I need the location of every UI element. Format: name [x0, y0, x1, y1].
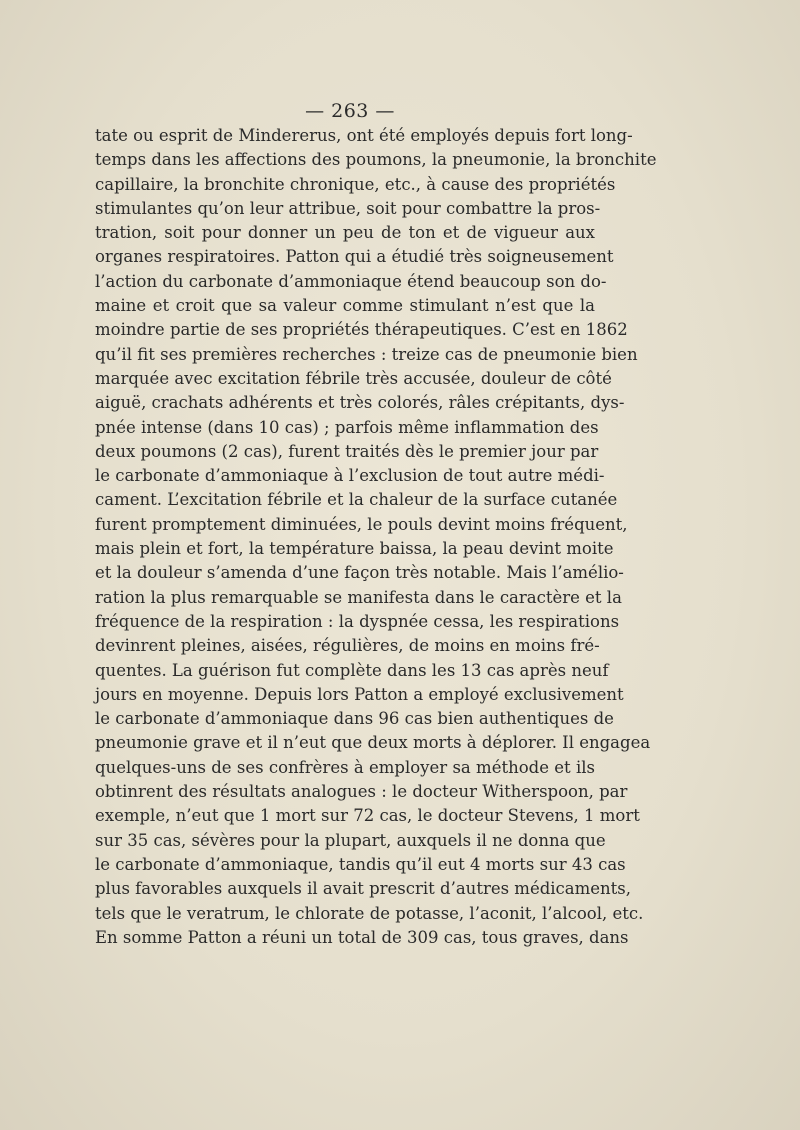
text-line: devinrent pleines, aisées, régulières, de moins en moins fré- — [95, 636, 600, 656]
body-text — [95, 124, 657, 950]
text-line: marquée avec excitation fébrile très accusée, douleur de côté — [95, 368, 612, 388]
text-line: le carbonate d’ammoniaque dans 96 cas bien authentiques de — [95, 709, 614, 729]
text-line: tration, soit pour donner un peu de ton et de vigueur aux — [95, 223, 595, 243]
text-line: ration la plus remarquable se manifesta dans le caractère et la — [95, 587, 622, 607]
text-line: maine et croit que sa valeur comme stimulant n’est que la — [95, 296, 595, 316]
text-line: capillaire, la bronchite chronique, etc., à cause des propriétés — [95, 174, 616, 194]
text-line: quentes. La guérison fut complète dans les 13 cas après neuf — [95, 660, 609, 680]
page-number: — 263 — — [305, 100, 395, 122]
text-line: aiguë, crachats adhérents et très colorés, râles crépitants, dys- — [95, 393, 625, 413]
text-line: tate ou esprit de Mindererus, ont été employés depuis fort long- — [95, 126, 633, 145]
text-line: jours en moyenne. Depuis lors Patton a employé exclusivement — [95, 684, 624, 704]
text-line: cament. L’excitation fébrile et la chaleur de la surface cutanée — [95, 490, 618, 510]
text-line: le carbonate d’ammoniaque, tandis qu’il eut 4 morts sur 43 cas — [95, 854, 626, 874]
text-line: et la douleur s’amenda d’une façon très notable. Mais l’amélio- — [95, 563, 624, 583]
text-line: furent promptement diminuées, le pouls devint moins fréquent, — [95, 514, 628, 534]
text-line: En somme Patton a réuni un total de 309 cas, tous graves, dans — [95, 927, 629, 947]
text-line: mais plein et fort, la température baissa, la peau devint moite — [95, 539, 614, 559]
text-line: tels que le veratrum, le chlorate de potasse, l’aconit, l’alcool, etc. — [95, 903, 644, 923]
text-line: moindre partie de ses propriétés thérapeutiques. C’est en 1862 — [95, 320, 628, 340]
text-line: sur 35 cas, sévères pour la plupart, auxquels il ne donna que — [95, 830, 606, 850]
text-line: deux poumons (2 cas), furent traités dès le premier jour par — [95, 441, 599, 461]
text-line: fréquence de la respiration : la dyspnée cessa, les respirations — [95, 611, 620, 631]
text-line: quelques-uns de ses confrères à employer sa méthode et ils — [95, 757, 595, 777]
text-line: pneumonie grave et il n’eut que deux morts à déplorer. Il engagea — [95, 733, 651, 753]
text-line: temps dans les affections des poumons, la pneumonie, la bronchite — [95, 150, 657, 170]
text-line: stimulantes qu’on leur attribue, soit pour combattre la pros- — [95, 198, 601, 218]
text-line: exemple, n’eut que 1 mort sur 72 cas, le docteur Stevens, 1 mort — [95, 806, 640, 826]
text-line: pnée intense (dans 10 cas) ; parfois même inflammation des — [95, 417, 599, 437]
text-line: obtinrent des résultats analogues : le docteur Witherspoon, par — [95, 782, 628, 802]
text-line: le carbonate d’ammoniaque à l’exclusion de tout autre médi- — [95, 466, 605, 486]
text-line: plus favorables auxquels il avait prescrit d’autres médicaments, — [95, 879, 632, 899]
text-line: l’action du carbonate d’ammoniaque étend beaucoup son do- — [95, 271, 607, 291]
text-line: qu’il fit ses premières recherches : treize cas de pneumonie bien — [95, 344, 638, 364]
text-line: organes respiratoires. Patton qui a étudié très soigneusement — [95, 247, 614, 267]
